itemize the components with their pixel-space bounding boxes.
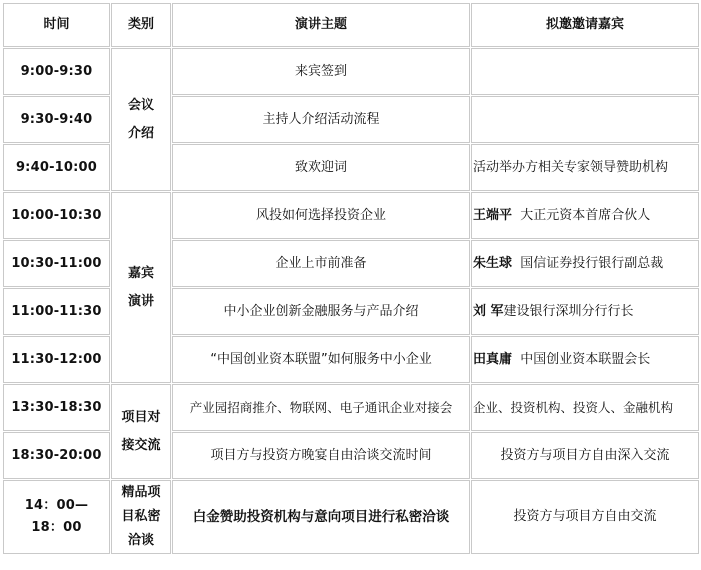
topic-cell: 来宾签到 — [172, 48, 470, 95]
guest-cell — [471, 240, 699, 287]
guest-cell — [471, 192, 699, 239]
guest-title: 中国创业资本联盟会长 — [512, 351, 651, 367]
time-cell: 9:30-9:40 — [3, 96, 110, 143]
guest-cell — [471, 48, 699, 95]
guest-name: 田真庸 — [473, 351, 513, 367]
guest-title: 企业、投资机构、投资人、金融机构 — [473, 399, 674, 415]
time-cell: 11:30-12:00 — [3, 336, 110, 383]
time-cell: 9:00-9:30 — [3, 48, 110, 95]
guest-cell — [471, 288, 699, 335]
guest-title: 投资方与项目方自由深入交流 — [500, 447, 670, 463]
time-cell: 14：00—18：00 — [3, 480, 110, 554]
table-header-row — [3, 3, 699, 47]
table-row — [3, 480, 699, 554]
topic-cell: 产业园招商推介、物联网、电子通讯企业对接会 — [172, 384, 470, 431]
topic-cell: 项目方与投资方晚宴自由洽谈交流时间 — [172, 432, 470, 479]
topic-cell: 主持人介绍活动流程 — [172, 96, 470, 143]
topic-cell: 企业上市前准备 — [172, 240, 470, 287]
topic-cell: 风投如何选择投资企业 — [172, 192, 470, 239]
guest-cell — [471, 384, 699, 431]
table-row — [3, 432, 699, 479]
guest-cell — [471, 144, 699, 191]
category-guest-speech: 嘉宾演讲 — [127, 265, 154, 309]
guest-cell — [471, 480, 699, 554]
table-row — [3, 144, 699, 191]
category-cell — [111, 192, 171, 383]
table-row — [3, 288, 699, 335]
time-cell: 10:00-10:30 — [3, 192, 110, 239]
topic-cell: 致欢迎词 — [172, 144, 470, 191]
table-row — [3, 96, 699, 143]
guest-title: 建设银行深圳分行行长 — [503, 303, 634, 319]
category-private-talk: 精品项目私密洽谈 — [121, 485, 161, 548]
header-guest: 拟邀邀请嘉宾 — [471, 3, 699, 47]
time-cell: 13:30-18:30 — [3, 384, 110, 431]
header-time: 时间 — [3, 3, 110, 47]
guest-cell — [471, 432, 699, 479]
table-row — [3, 240, 699, 287]
table-row — [3, 48, 699, 95]
guest-cell — [471, 336, 699, 383]
category-cell — [111, 384, 171, 479]
table-row — [3, 192, 699, 239]
category-project-exchange: 项目对接交流 — [121, 409, 161, 453]
category-meeting-intro: 会议介绍 — [127, 97, 154, 141]
time-cell: 18:30-20:00 — [3, 432, 110, 479]
guest-cell — [471, 96, 699, 143]
topic-cell: 中小企业创新金融服务与产品介绍 — [172, 288, 470, 335]
header-category: 类别 — [111, 3, 171, 47]
guest-name: 王端平 — [473, 207, 513, 223]
header-topic: 演讲主题 — [172, 3, 470, 47]
topic-cell: 白金赞助投资机构与意向项目进行私密洽谈 — [172, 480, 470, 554]
guest-name: 刘 军 — [473, 303, 504, 319]
category-cell — [111, 48, 171, 191]
time-cell: 9:40-10:00 — [3, 144, 110, 191]
guest-name: 朱生球 — [473, 255, 513, 271]
guest-title: 投资方与项目方自由交流 — [513, 509, 657, 524]
time-cell: 10:30-11:00 — [3, 240, 110, 287]
category-cell — [111, 480, 171, 554]
topic-cell: “中国创业资本联盟”如何服务中小企业 — [172, 336, 470, 383]
guest-title: 国信证券投行银行副总裁 — [512, 255, 664, 271]
time-cell: 11:00-11:30 — [3, 288, 110, 335]
table-row — [3, 336, 699, 383]
guest-title: 活动举办方相关专家领导赞助机构 — [473, 159, 669, 175]
guest-title: 大正元资本首席合伙人 — [512, 207, 651, 223]
schedule-table — [2, 2, 700, 555]
table-row — [3, 384, 699, 431]
